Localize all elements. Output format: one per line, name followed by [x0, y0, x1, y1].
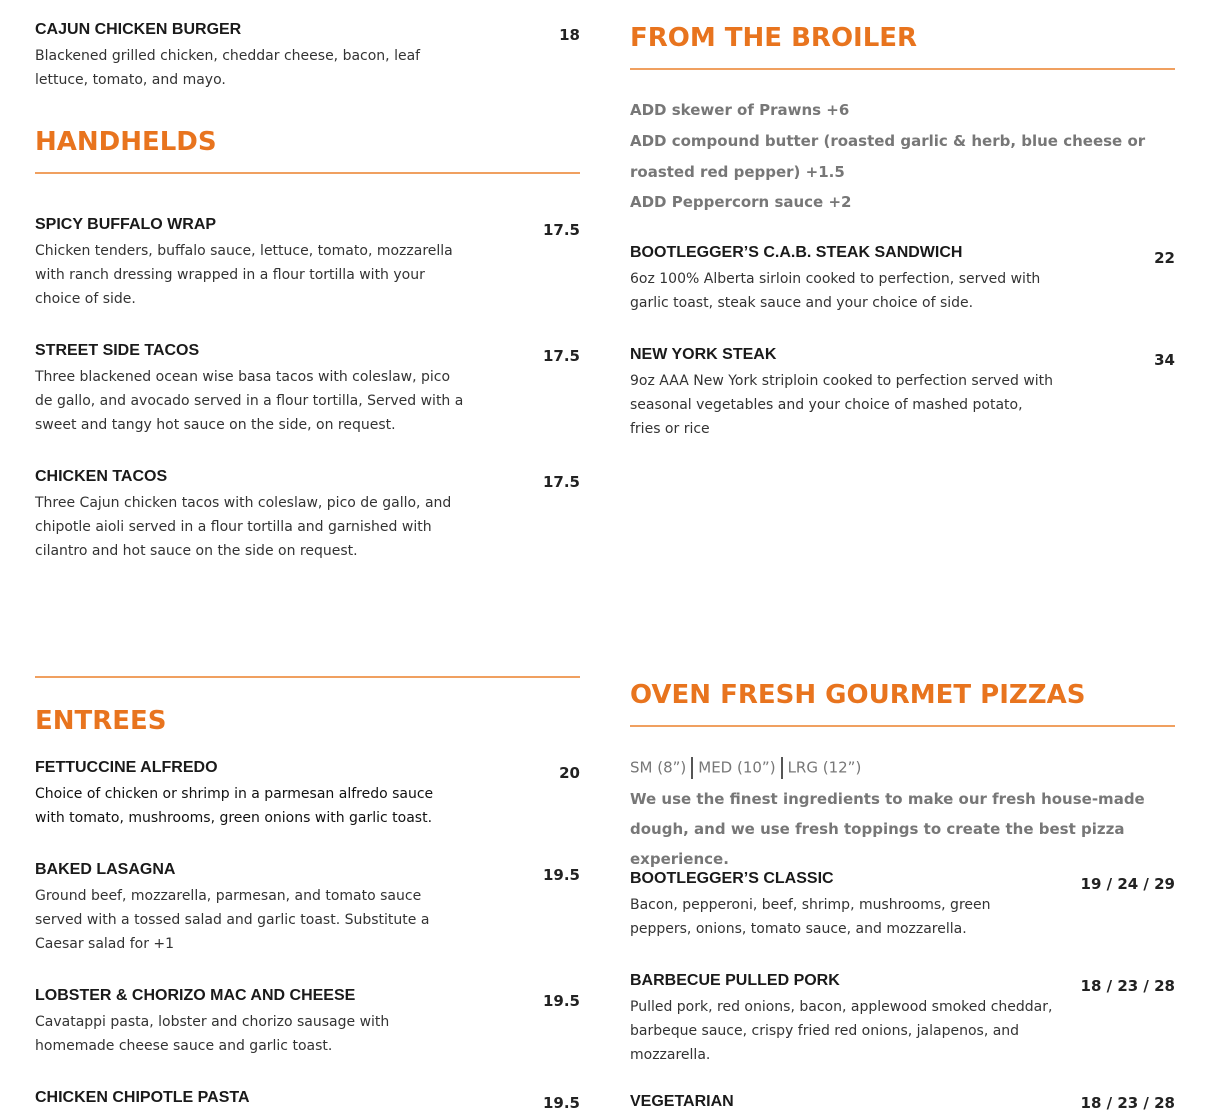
size-separator — [781, 757, 783, 779]
menu-item-description: Choice of chicken or shrimp in a parmesan alfredo sauce with tomato, mushrooms, green onions with garlic toast. — [35, 786, 434, 826]
pizza-sizes — [630, 757, 861, 779]
section-title-entrees: ENTREES — [35, 706, 167, 736]
menu-item-name: VEGETARIAN — [630, 1093, 734, 1110]
menu-item-price: 19 / 24 / 29 — [1080, 875, 1175, 893]
section-divider — [630, 68, 1175, 70]
menu-item-description: Bacon, pepperoni, beef, shrimp, mushrooms, green peppers, onions, tomato sauce, and mozzarella. — [630, 897, 991, 937]
menu-item-description: Cavatappi pasta, lobster and chorizo sausage with homemade cheese sauce and garlic toast. — [35, 1014, 390, 1054]
menu-item-description: Three blackened ocean wise basa tacos with coleslaw, pico de gallo, and avocado served in a flour tortilla, Served with a sweet and tangy hot sauce on the side, on request. — [35, 369, 464, 433]
menu-item-price: 19.5 — [542, 1094, 580, 1112]
menu-item-price: 20 — [559, 764, 580, 782]
menu-item-name: BOOTLEGGER’S C.A.B. STEAK SANDWICH — [630, 244, 963, 261]
menu-item-description: Chicken tenders, buffalo sauce, lettuce, tomato, mozzarella with ranch dressing wrapped in a flour tortilla with your choice of side. — [35, 243, 453, 307]
menu-item-description: Three Cajun chicken tacos with coleslaw, pico de gallo, and chipotle aioli served in a flour tortilla and garnished with cilantro and hot sauce on the side on request. — [35, 495, 452, 559]
menu-item-price: 18 — [559, 26, 580, 44]
add-on-note: ADD skewer of Prawns +6 — [630, 101, 850, 119]
menu-item-price: 34 — [1154, 351, 1175, 369]
add-on-note: ADD Peppercorn sauce +2 — [630, 193, 852, 211]
section-divider — [35, 172, 580, 174]
menu-item-name: STREET SIDE TACOS — [35, 342, 200, 359]
menu-item-name: CAJUN CHICKEN BURGER — [35, 21, 242, 38]
menu-item-name: BAKED LASAGNA — [35, 861, 176, 878]
section-divider — [35, 676, 580, 678]
menu-item-price: 19.5 — [542, 992, 580, 1010]
menu-item-description: Ground beef, mozzarella, parmesan, and tomato sauce served with a tossed salad and garlic toast. Substitute a Caesar salad for +1 — [35, 888, 430, 952]
menu-item-name: FETTUCCINE ALFREDO — [35, 759, 218, 776]
menu-item-name: BOOTLEGGER’S CLASSIC — [630, 870, 834, 887]
size-separator — [691, 757, 693, 779]
menu-item-name: CHICKEN TACOS — [35, 468, 168, 485]
size-small: SM (8”) — [630, 758, 687, 777]
menu-item-price: 17.5 — [542, 347, 580, 365]
menu-item-price: 17.5 — [542, 473, 580, 491]
menu-item-price: 22 — [1154, 249, 1175, 267]
menu-item-price: 18 / 23 / 28 — [1080, 977, 1175, 995]
add-on-note: ADD compound butter (roasted garlic & herb, blue cheese or roasted red pepper) +1.5 — [630, 132, 1146, 181]
section-title-broiler: FROM THE BROILER — [630, 23, 918, 53]
menu-item-name: CHICKEN CHIPOTLE PASTA — [35, 1089, 250, 1106]
menu-item-price: 18 / 23 / 28 — [1080, 1094, 1175, 1112]
menu-item-name: SPICY BUFFALO WRAP — [35, 216, 217, 233]
menu-item-name: NEW YORK STEAK — [630, 346, 777, 363]
menu-item-description: 9oz AAA New York striploin cooked to perfection served with seasonal vegetables and your choice of mashed potato, fries or rice — [630, 373, 1054, 437]
menu-item-name: LOBSTER & CHORIZO MAC AND CHEESE — [35, 987, 356, 1004]
menu-item-description: 6oz 100% Alberta sirloin cooked to perfection, served with garlic toast, steak sauce and your choice of side. — [630, 271, 1041, 311]
pizza-note: We use the finest ingredients to make our fresh house-made dough, and we use fresh toppings to create the best pizza experience. — [630, 790, 1145, 868]
menu-item-name: BARBECUE PULLED PORK — [630, 972, 840, 989]
section-title-handhelds: HANDHELDS — [35, 127, 217, 157]
section-divider — [630, 725, 1175, 727]
size-medium: MED (10”) — [698, 758, 776, 777]
menu-item-description: Blackened grilled chicken, cheddar cheese, bacon, leaf lettuce, tomato, and mayo. — [35, 48, 421, 88]
menu-item-price: 17.5 — [542, 221, 580, 239]
section-title-pizzas: OVEN FRESH GOURMET PIZZAS — [630, 680, 1086, 710]
menu-item-description: Pulled pork, red onions, bacon, applewood smoked cheddar, barbeque sauce, crispy fried red onions, jalapenos, and mozzarella. — [630, 999, 1053, 1063]
size-large: LRG (12”) — [787, 758, 862, 777]
menu-item-price: 19.5 — [542, 866, 580, 884]
